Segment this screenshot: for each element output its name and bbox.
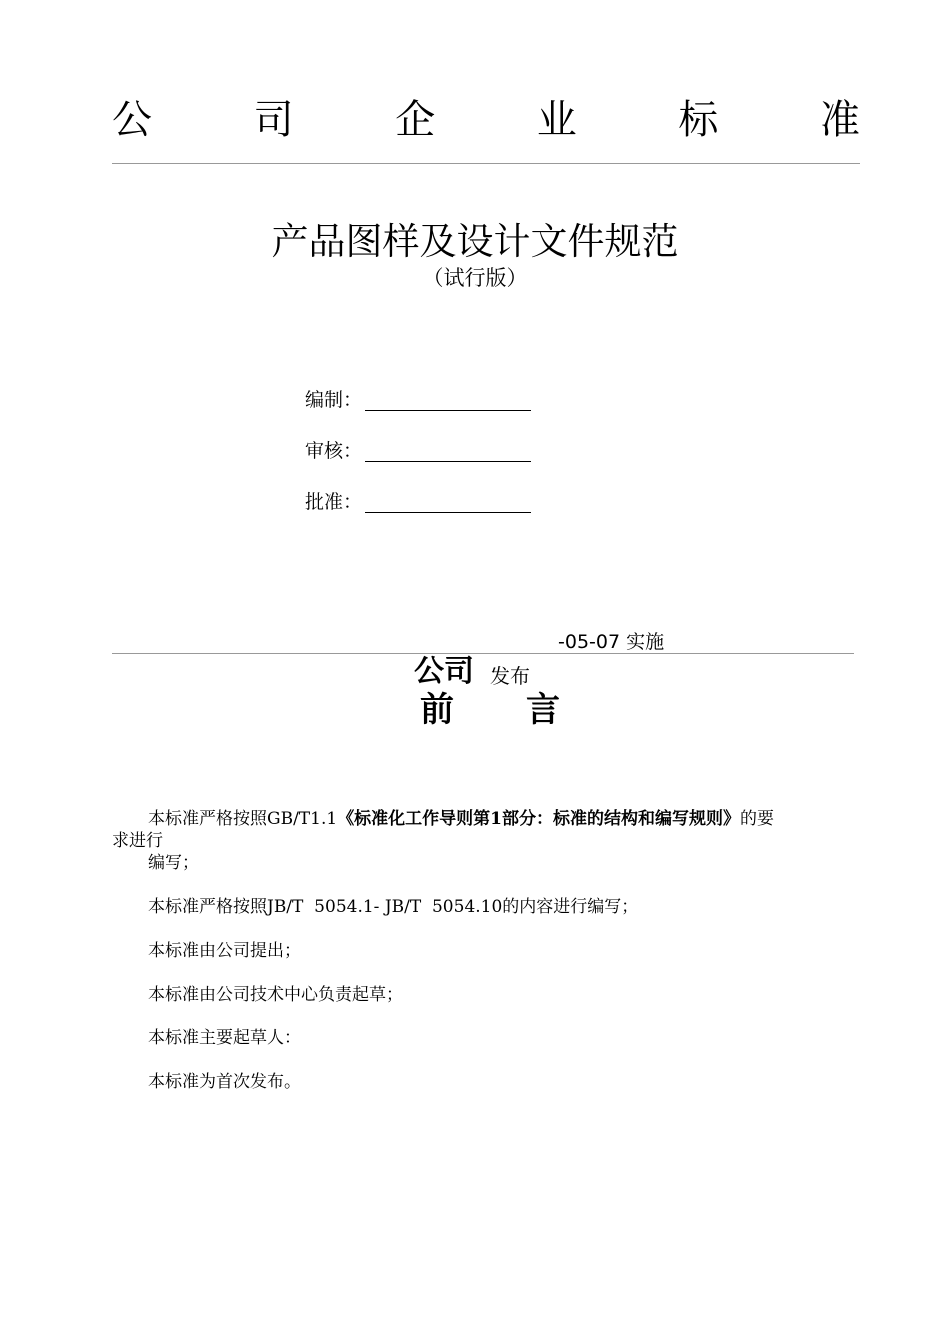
signature-label: 编制： [305, 389, 363, 411]
document-subtitle: （试行版） [422, 266, 528, 290]
header-char: 司 [253, 97, 294, 143]
paragraph-5: 本标准主要起草人： [148, 1028, 301, 1048]
foreword-char: 前 [420, 690, 454, 730]
paragraph-1-line-2: 求进行 [112, 831, 163, 851]
signature-line [365, 410, 531, 411]
signature-line [365, 461, 531, 462]
signature-label: 审核： [305, 440, 363, 462]
standard-header [112, 92, 860, 148]
foreword-heading [420, 690, 560, 730]
header-char: 企 [395, 97, 436, 143]
document-title: 产品图样及设计文件规范 [271, 220, 679, 263]
signature-label: 批准： [305, 491, 363, 513]
paragraph-text: 的要 [740, 809, 775, 829]
paragraph-3: 本标准由公司提出； [148, 941, 301, 961]
header-divider [112, 163, 860, 164]
paragraph-1-line-1 [148, 808, 860, 830]
header-char: 业 [536, 97, 577, 143]
implementation-date: -05-07 实施 [558, 631, 665, 653]
paragraph-2: 本标准严格按照JB/T 5054.1- JB/T 5054.10的内容进行编写； [148, 897, 639, 917]
paragraph-4: 本标准由公司技术中心负责起草； [148, 985, 403, 1005]
paragraph-6: 本标准为首次发布。 [148, 1072, 301, 1092]
signature-row-reviewed [305, 436, 545, 466]
issuer-name: 公司 [414, 654, 474, 689]
issuer-action: 发布 [490, 664, 530, 688]
signature-line [365, 512, 531, 513]
issuer-line [414, 654, 530, 690]
signature-row-compiled [305, 385, 545, 415]
signature-row-approved [305, 487, 545, 517]
header-char: 准 [819, 97, 860, 143]
foreword-char: 言 [526, 690, 560, 730]
paragraph-1-line-3: 编写； [148, 853, 199, 873]
header-char: 标 [678, 97, 719, 143]
header-char: 公 [112, 97, 152, 143]
paragraph-bold-reference: 《标准化工作导则第1部分：标准的结构和编写规则》 [337, 809, 741, 829]
paragraph-text: 本标准严格按照GB/T1.1 [148, 809, 338, 829]
